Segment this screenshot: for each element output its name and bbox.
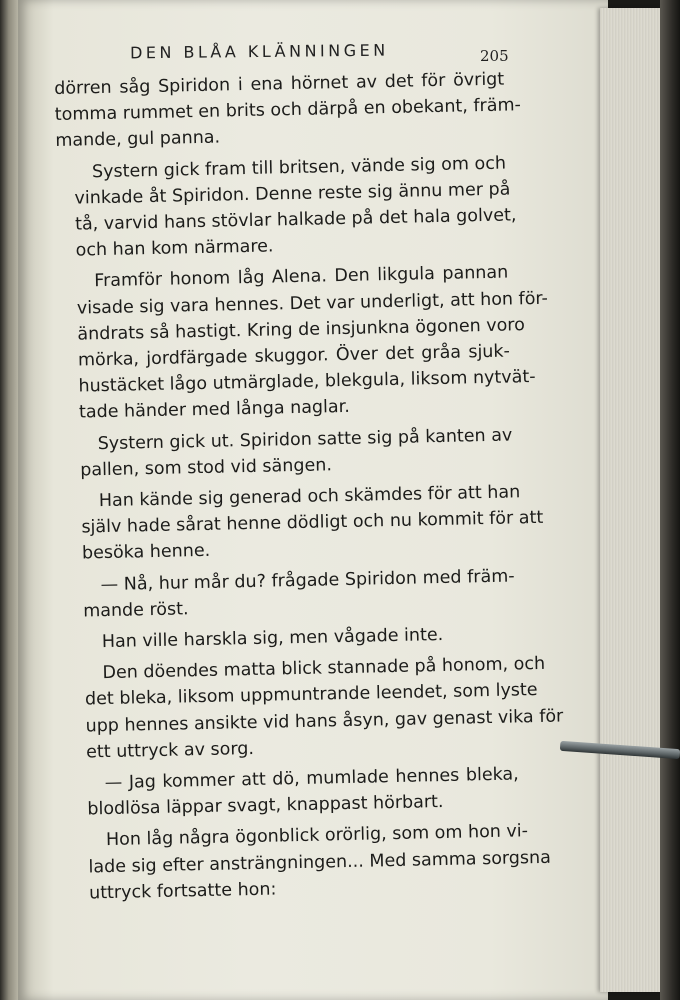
text-line: pallen, som stod vid sängen. bbox=[80, 455, 333, 481]
text-line: upp hennes ansikte vid hans åsyn, gav genast vika för bbox=[85, 706, 564, 737]
text-line: tå, varvid hans stövlar halkade på det hala golvet, bbox=[74, 205, 517, 235]
text-line: Framför honom låg Alena. Den likgula pannan bbox=[94, 262, 509, 292]
body-text bbox=[54, 67, 564, 912]
text-line: mande, gul panna. bbox=[55, 127, 221, 152]
text-line: Systern gick fram till britsen, vände sig om och bbox=[91, 153, 507, 182]
page-number: 205 bbox=[480, 47, 509, 65]
text-line: ändrats så hastigt. Kring de insjunkna ögonen voro bbox=[77, 315, 526, 345]
text-line: besöka henne. bbox=[81, 541, 211, 564]
text-line: Han ville harskla sig, men vågade inte. bbox=[101, 625, 444, 653]
paragraph bbox=[69, 762, 520, 824]
paragraph bbox=[58, 260, 549, 427]
paragraph bbox=[54, 67, 522, 155]
text-line: dörren såg Spiridon i ena hörnet av det för övrigt bbox=[54, 69, 505, 99]
paragraph bbox=[63, 480, 544, 568]
paragraph bbox=[66, 621, 516, 657]
running-head: DEN BLÅA KLÄNNINGEN bbox=[129, 40, 389, 63]
text-line: Hon låg några ögonblick orörlig, som om hon vi- bbox=[105, 821, 529, 851]
text-line: det bleka, liksom uppmuntrande leendet, som lyste bbox=[84, 680, 538, 710]
text-line: Systern gick ut. Spiridon satte sig på kanten av bbox=[97, 425, 513, 454]
paragraph bbox=[61, 422, 512, 484]
text-line: tade händer med långa naglar. bbox=[78, 397, 350, 423]
text-line: själv hade sårat henne dödligt och nu kommit för att bbox=[81, 508, 544, 538]
text-line: blodlösa läppar svagt, knappast hörbart. bbox=[87, 792, 444, 820]
paragraph bbox=[64, 563, 515, 625]
text-line: och han kom närmare. bbox=[75, 236, 274, 261]
text-line: mande röst. bbox=[83, 599, 189, 622]
text-line: — Jag kommer att dö, mumlade hennes bleka, bbox=[104, 764, 519, 794]
text-line: ett uttryck av sorg. bbox=[85, 738, 255, 763]
text-line: mörka, jordfärgade skuggor. Över det gråa sjuk- bbox=[77, 341, 511, 371]
text-line: lade sig efter ansträngningen... Med samma sorgsna bbox=[88, 847, 552, 878]
text-line: visade sig vara hennes. Det var underligt, att hon för- bbox=[76, 288, 549, 319]
text-line: tomma rummet en brits och därpå en obekant, främ- bbox=[54, 95, 522, 126]
book-cover-edge bbox=[660, 0, 680, 1000]
paragraph bbox=[70, 819, 552, 907]
text-line: Han kände sig generad och skämdes för att han bbox=[98, 482, 521, 512]
text-line: Den döendes matta blick stannade på honom, och bbox=[102, 654, 546, 684]
page-stack-edge bbox=[600, 8, 662, 992]
text-line: vinkade åt Spiridon. Denne reste sig ännu mer på bbox=[74, 179, 511, 209]
text-line: — Nå, hur mår du? frågade Spiridon med främ- bbox=[100, 566, 515, 595]
paragraph bbox=[56, 150, 517, 264]
text-line: uttryck fortsatte hon: bbox=[88, 879, 277, 904]
paragraph bbox=[66, 652, 564, 766]
text-line: hustäcket lågo utmärglade, blekgula, liksom nytvät- bbox=[78, 367, 536, 397]
